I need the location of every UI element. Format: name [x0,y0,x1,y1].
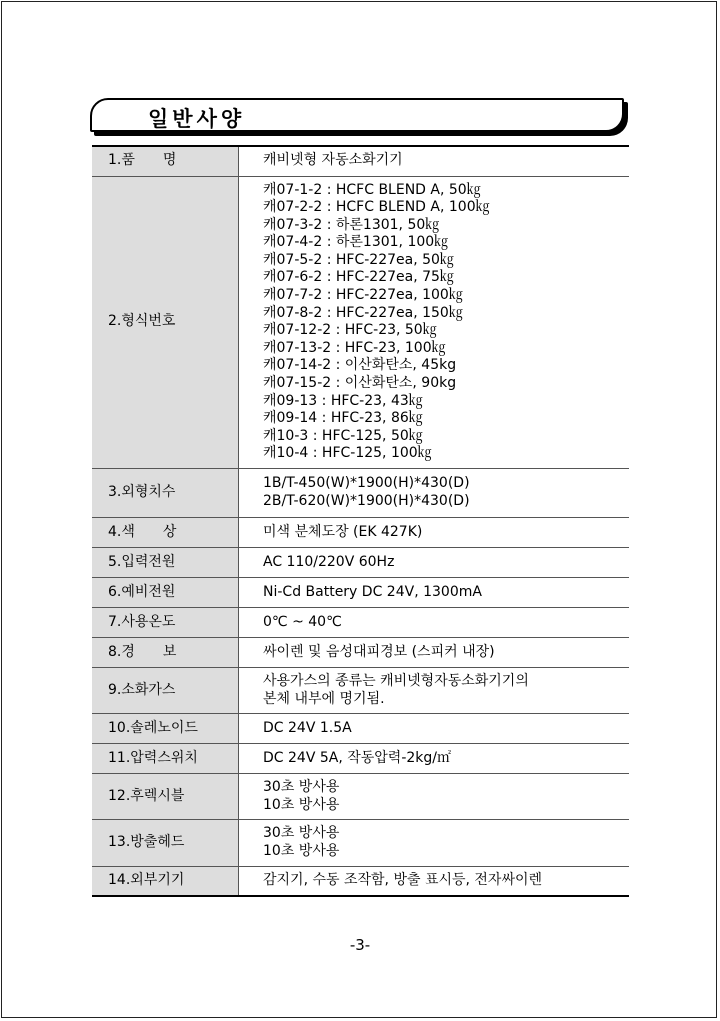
spec-value [239,608,630,638]
spec-value [239,866,630,896]
spec-value-line: 캐07-3-2 : 하론1301, 50㎏ [263,216,440,233]
spec-label: 2.형식번호 [92,176,239,469]
spec-value [239,774,630,820]
page-number: -3- [349,936,371,954]
spec-value-line: 본체 내부에 명기됨. [263,690,385,707]
spec-value-line: 30초 방사용 [263,825,340,842]
spec-label: 14.외부기기 [92,866,239,896]
spec-label: 12.후렉시블 [92,774,239,820]
spec-value-line: 캐07-6-2 : HFC-227ea, 75㎏ [263,269,454,286]
spec-row [92,548,629,578]
spec-value-line: DC 24V 5A, 작동압력-2kg/㎡ [263,749,451,766]
spec-label: 1.품 명 [92,146,239,176]
spec-row [92,469,629,518]
spec-value-line: 캐07-7-2 : HFC-227ea, 100㎏ [263,287,463,304]
spec-row [92,608,629,638]
spec-label: 10.솔레노이드 [92,714,239,744]
spec-value-line: 2B/T-620(W)*1900(H)*430(D) [263,493,470,509]
spec-label: 13.방출헤드 [92,820,239,866]
spec-value-line: AC 110/220V 60Hz [263,553,395,570]
spec-label: 3.외형치수 [92,469,239,518]
spec-label: 4.색 상 [92,518,239,548]
spec-row [92,714,629,744]
spec-value-line: 감지기, 수동 조작함, 방출 표시등, 전자싸이렌 [263,872,543,889]
spec-row [92,146,629,176]
spec-value-line: 10초 방사용 [263,796,340,813]
spec-row [92,744,629,774]
spec-value-line: 사용가스의 종류는 캐비넷형자동소화기기의 [263,673,529,689]
spec-value-line: 캐07-4-2 : 하론1301, 100㎏ [263,234,449,251]
spec-row [92,638,629,668]
spec-row [92,578,629,608]
spec-value-line: 캐09-13 : HFC-23, 43㎏ [263,392,423,409]
spec-value-line: 캐07-13-2 : HFC-23, 100㎏ [263,339,446,356]
spec-row [92,668,629,714]
spec-row [92,820,629,866]
spec-row [92,518,629,548]
spec-value [239,518,630,548]
spec-value-line: 캐비넷형 자동소화기기 [263,152,403,169]
section-title-box [90,98,624,132]
spec-value-line: 캐07-1-2 : HCFC BLEND A, 50㎏ [263,181,481,198]
spec-row [92,774,629,820]
spec-label: 8.경 보 [92,638,239,668]
spec-value [239,578,630,608]
spec-value-line: 캐07-14-2 : 이산화탄소, 45kg [263,357,457,374]
spec-value [239,176,630,469]
spec-value-line: 캐09-14 : HFC-23, 86㎏ [263,410,423,427]
spec-value-line: 캐10-3 : HFC-125, 50㎏ [263,427,423,444]
spec-value [239,714,630,744]
spec-value-line: 0℃ ~ 40℃ [263,613,342,630]
spec-row [92,866,629,896]
spec-value-line: 미색 분체도장 (EK 427K) [263,523,423,540]
spec-value-line: 1B/T-450(W)*1900(H)*430(D) [263,475,470,492]
spec-value-line: Ni-Cd Battery DC 24V, 1300mA [263,583,482,600]
spec-value-line: DC 24V 1.5A [263,719,352,736]
spec-value [239,820,630,866]
spec-label: 9.소화가스 [92,668,239,714]
spec-value [239,146,630,176]
spec-value-line: 10초 방사용 [263,842,340,859]
spec-value [239,668,630,714]
spec-value-line: 캐07-5-2 : HFC-227ea, 50㎏ [263,251,454,268]
spec-value-line: 캐07-15-2 : 이산화탄소, 90kg [263,375,457,392]
spec-value [239,638,630,668]
spec-value-line: 캐10-4 : HFC-125, 100㎏ [263,445,432,462]
spec-value-line: 싸이렌 및 음성대피경보 (스피커 내장) [263,643,495,660]
spec-label: 6.예비전원 [92,578,239,608]
spec-value [239,469,630,518]
spec-value [239,744,630,774]
spec-row [92,176,629,469]
section-title: 일반사양 [148,107,246,131]
spec-value-line: 30초 방사용 [263,779,340,796]
spec-label: 5.입력전원 [92,548,239,578]
spec-label: 11.압력스위치 [92,744,239,774]
spec-value [239,548,630,578]
spec-value-line: 캐07-2-2 : HCFC BLEND A, 100㎏ [263,199,490,216]
spec-value-line: 캐07-8-2 : HFC-227ea, 150㎏ [263,304,463,321]
spec-table [92,145,629,897]
spec-label: 7.사용온도 [92,608,239,638]
spec-value-line: 캐07-12-2 : HFC-23, 50㎏ [263,322,437,339]
